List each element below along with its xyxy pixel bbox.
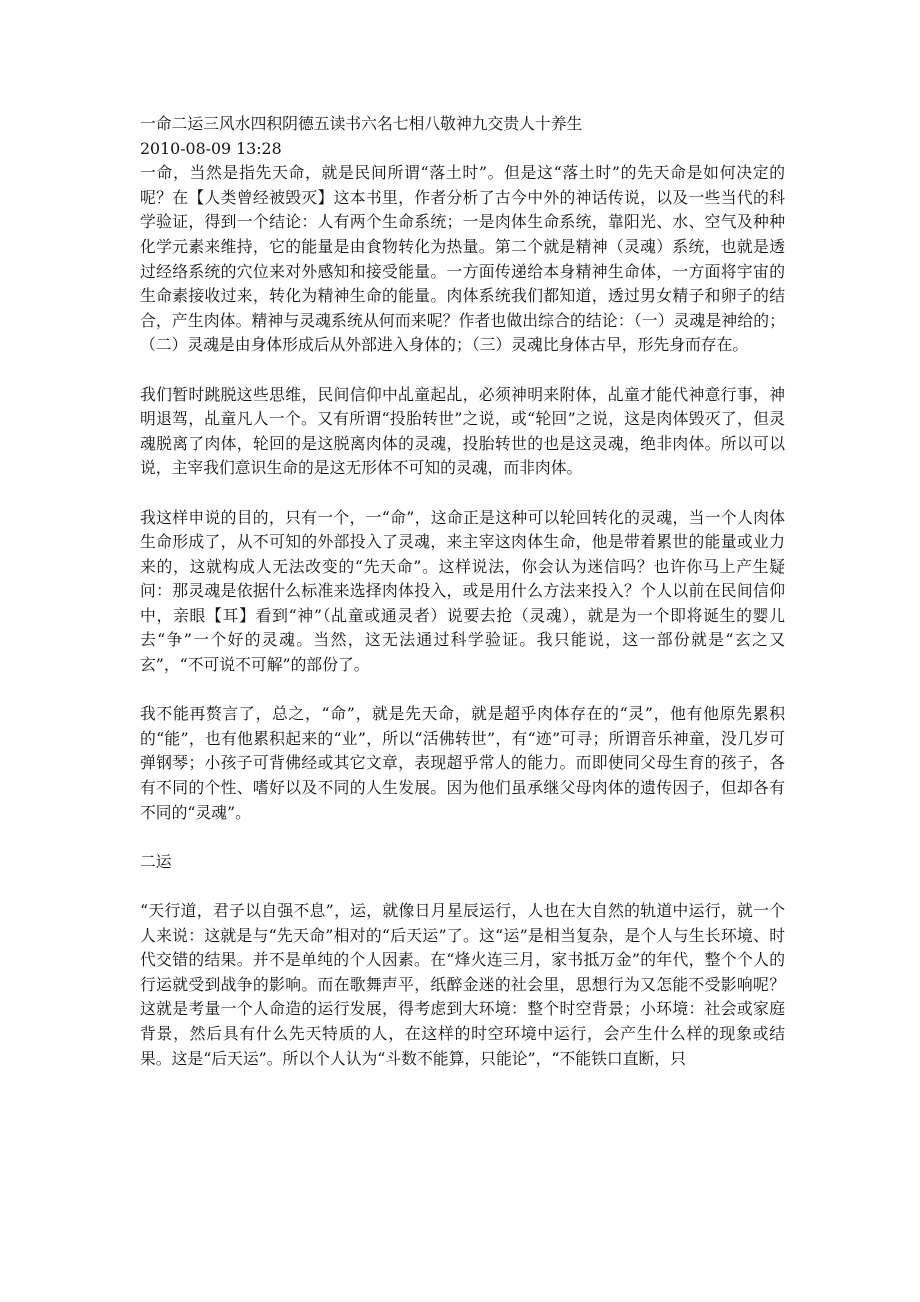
document-timestamp: 2010-08-09 13:28 [140, 138, 282, 158]
paragraph-1: 一命，当然是指先天命，就是民间所谓“落土时”。但是这“落土时”的先天命是如何决定的呢？在【人类曾经被毁灭】这本书里，作者分析了古今中外的神话传说，以及一些当代的科学验证，得到一个结论：人有两个生命系统；一是肉体生命系统，靠阳光、水、空气及种种化学元素来维持，它的能量是由食物转化为热量。第二个就是精神（灵魂）系统，也就是透过经络系统的穴位来对外感知和接受能量。一方面传递给本身精神生命体，一方面将宇宙的生命素接收过来，转化为精神生命的能量。肉体系统我们都知道，透过男女精子和卵子的结合，产生肉体。精神与灵魂系统从何而来呢？作者也做出综合的结论：（一）灵魂是神给的；（二）灵魂是由身体形成后从外部进入身体的；（三）灵魂比身体古早，形先身而存在。 [140, 163, 785, 355]
paragraph-4: 我不能再赘言了，总之，“命”，就是先天命，就是超乎肉体存在的“灵”，他有他原先累积的“能”，也有他累积起来的“业”，所以“活佛转世”，有“迹”可寻；所谓音乐神童，没几岁可弹钢琴；小孩子可背佛经或其它文章，表现超乎常人的能力。而即使同父母生育的孩子，各有不同的个性、嗜好以及不同的人生发展。因为他们虽承继父母肉体的遗传因子，但却各有不同的“灵魂”。 [140, 704, 785, 822]
document-page [140, 112, 785, 1096]
paragraph-5: “天行道，君子以自强不息”，运，就像日月星辰运行，人也在大自然的轨道中运行，就一个人来说：这就是与“先天命”相对的“后天运”了。这“运”是相当复杂，是个人与生长环境、时代交错的结果。并不是单纯的个人因素。在“烽火连三月，家书抵万金”的年代，整个个人的行运就受到战争的影响。而在歌舞声平，纸醉金迷的社会里，思想行为又怎能不受影响呢？这就是考量一个人命造的运行发展，得考虑到大环境：整个时空背景；小环境：社会或家庭背景，然后具有什么先天特质的人，在这样的时空环境中运行，会产生什么样的现象或结果。这是“后天运”。所以个人认为“斗数不能算，只能论”，“不能铁口直断，只 [140, 901, 785, 1068]
section-heading-yun: 二运 [140, 851, 172, 871]
paragraph-2: 我们暂时跳脱这些思维，民间信仰中乩童起乩，必须神明来附体，乩童才能代神意行事，神明退驾，乩童凡人一个。又有所谓“投胎转世”之说，或“轮回”之说，这是肉体毁灭了，但灵魂脱离了肉体，轮回的是这脱离肉体的灵魂，投胎转世的也是这灵魂，绝非肉体。所以可以说，主宰我们意识生命的是这无形体不可知的灵魂，而非肉体。 [140, 384, 785, 478]
paragraph-3: 我这样申说的目的，只有一个，一“命”，这命正是这种可以轮回转化的灵魂，当一个人肉体生命形成了，从不可知的外部投入了灵魂，来主宰这肉体生命，他是带着累世的能量或业力来的，这就构成人无法改变的“先天命”。这样说法，你会认为迷信吗？也许你马上产生疑问：那灵魂是依据什么标准来选择肉体投入，或是用什么方法来投入？个人以前在民间信仰中，亲眼【耳】看到“神”（乩童或通灵者）说要去抢（灵魂），就是为一个即将诞生的婴儿去“争”一个好的灵魂。当然，这无法通过科学验证。我只能说，这一部份就是“玄之又玄”，“不可说不可解”的部份了。 [140, 507, 785, 675]
document-title: 一命二运三风水四积阴德五读书六名七相八敬神九交贵人十养生 [140, 114, 583, 133]
